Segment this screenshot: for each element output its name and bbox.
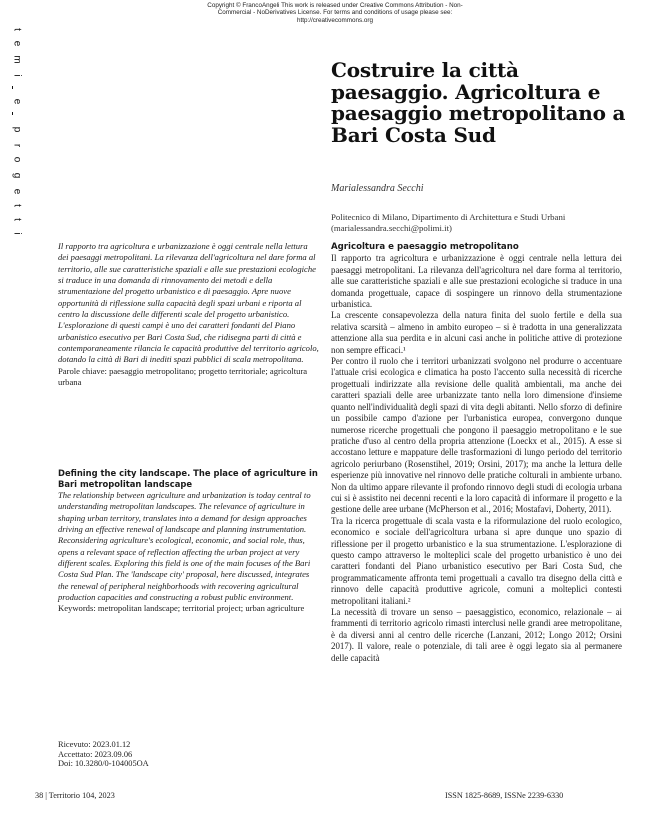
abstract-english-text: The relationship between agriculture and urbanization is today central to understanding metropolitan landscapes. The relevance of agriculture in shaping urban territory, translates into a demand for design approaches driving an effective renewal of landscape and planning instrumentation. Reconsidering agriculture's ecological, economic, and social role, thus, opens a relevant space of reflection affecting the urban project at very different scales. Exploring this field is one of the main focuses of the Bari Costa Sud Plan. The 'landscape city' proposal, here discussed, integrates the renewal of peripheral neighborhoods with recovering agricultural production capacities and constructing a robust public environment. (58, 490, 311, 603)
side-section-label (10, 24, 24, 238)
copyright-notice: Copyright © FrancoAngeli This work is released under Creative Commons Attribution - Non-Commercial - NoDerivatives License. For terms and conditions of usage please see: http://creativecommons.org (207, 2, 463, 24)
abstract-italian (58, 241, 320, 388)
abstract-english (58, 490, 320, 615)
received-date: Ricevuto: 2023.01.12 (58, 740, 131, 749)
side-letter: e (11, 40, 23, 47)
keywords-english: Keywords: metropolitan landscape; territorial project; urban agriculture (58, 603, 305, 614)
body-paragraph: Il rapporto tra agricoltura e urbanizzazione è oggi centrale nella lettura dei paesaggi metropolitani. La rilevanza dell'agricoltura nel dare forma al territorio, alle sue caratteristiche spaziali e alle sue prestazioni ecologiche si traduce in una domanda progettuale, capace di sospingere un rinnovo della strumentazione urbanistica. (331, 253, 622, 310)
side-letter: o (11, 156, 23, 163)
side-letter: i (11, 74, 23, 77)
author-affiliation: Politecnico di Milano, Dipartimento di Architettura e Studi Urbani (marialessandra.secchi@polimi.it) (331, 212, 566, 233)
side-letter: m (11, 55, 23, 64)
side-letter: e (11, 98, 23, 105)
side-letter: t (11, 204, 23, 207)
side-letter: r (11, 143, 23, 148)
body-paragraph: Per contro il ruolo che i territori urbanizzati svolgono nel produrre o accentuare l'attuale crisi ecologica e climatica ha posto l'accento sulla necessità di ricerche progettuali indirizzate alla revisione delle qualità ambientali, ma anche dei caratteri spaziali delle aree urbanizzate tanto nella loro dimensione d'insieme quanto nell'individualità degli spazi di vita degli abitanti. Nello sforzo di definire un possibile campo d'azione per l'urbanistica europea, convergono dunque numerose ricerche progettuali che pongono il paesaggio metropolitano e le sue pratiche d'uso al centro della propria attenzione (Loeckx et al., 2015). A esse si accostano letture e mappature delle trasformazioni di lungo periodo del territorio agricolo periurbano (Rosenstihel, 2019; Orsini, 2017); ma anche la lettura delle esperienze più innovative nel rinnovo delle pratiche colturali in ambiente urbano. Non da ultimo appare rilevante il profondo rinnovo degli studi di ecologia urbana cui si è assistito nei decenni recenti e la loro capacità di informare il progetto e la gestione delle aree urbane (McPherson et al., 2016; Mostafavi, Doherty, 2011). (331, 356, 622, 515)
main-text-column (331, 242, 622, 664)
side-letter: e (11, 188, 23, 195)
article-title: Costruire la città paesaggio. Agricoltura e paesaggio metropolitano a Bari Costa Sud (331, 58, 626, 147)
body-paragraph: Tra la ricerca progettuale di scala vasta e la riformulazione del ruolo ecologico, economico e sociale dell'agricoltura urbana si apre dunque uno spazio di riflessione per il progetto urbanistico e la sua strumentazione. L'esplorazione di questo campo attraverso le molteplici scale del progetto urbanistico è uno dei caratteri fondanti del Piano urbanistico esecutivo per Bari Costa Sud, che programmaticamente affronta temi progettuali a cavallo tra disegno della città e rinnovo delle capacità produttive agricole, comuni a molteplici contesti metropolitani italiani.² (331, 515, 622, 606)
side-letter: i (11, 232, 23, 235)
side-separator (12, 86, 13, 89)
body-paragraph: La crescente consapevolezza della natura finita del suolo fertile e della sua relativa scarsità – almeno in ambito europeo – si è tradotta in una generalizzata attenzione alla sua perdita e in alcuni casi anche in politiche attive di protezione non sempre efficaci.¹ (331, 310, 622, 355)
side-separator (12, 112, 13, 115)
side-letter: p (11, 126, 23, 133)
page-footer-left: 38 | Territorio 104, 2023 (35, 791, 115, 800)
side-letter: g (11, 172, 23, 179)
section-heading: Agricoltura e paesaggio metropolitano (331, 242, 519, 252)
abstract-italian-text: Il rapporto tra agricoltura e urbanizzazione è oggi centrale nella lettura dei paesaggi metropolitani. La rilevanza dell'agricoltura nel dare forma al territorio, alle sue caratteristiche spaziali e alle sue prestazioni ecologiche si traduce in una domanda di rinnovamento dei metodi e della strumentazione del progetto urbanistico e di paesaggio. Apre nuove opportunità di riflessione sulla capacità degli spazi urbani e riporta al centro la discussione delle differenti scale del progetto urbanistico. L'esplorazione di questi campi è uno dei caratteri fondanti del Piano urbanistico esecutivo per Bari Costa Sud, che ridisegna parti di città e contemporaneamente rilancia le capacità produttive del territorio agricolo, dotando la città di Bari di inediti spazi pubblici di scala metropolitana. (58, 241, 319, 365)
accepted-date: Accettato: 2023.09.06 (58, 749, 133, 759)
article-author: Marialessandra Secchi (331, 183, 424, 194)
article-metadata (58, 740, 149, 769)
keywords-italian: Parole chiave: paesaggio metropolitano; progetto territoriale; agricoltura urbana (58, 365, 308, 388)
side-letter: t (11, 218, 23, 221)
side-letter: t (11, 28, 23, 31)
page-footer-right: ISSN 1825-8689, ISSNe 2239-6330 (445, 791, 564, 800)
body-paragraph: La necessità di trovare un senso – paesaggistico, economico, relazionale – ai frammenti di territorio agricolo rimasti interclusi nelle grandi aree metropolitane, è da diversi anni al centro delle ricerche (Lanzani, 2012; Longo 2012; Orsini 2017). Il valore, reale o potenziale, di tali aree è oggi legato sia al permanere delle capacità (331, 607, 622, 663)
english-title: Defining the city landscape. The place of agriculture in Bari metropolitan landscape (58, 468, 318, 489)
doi: Doi: 10.3280/0-104005OA (58, 759, 149, 769)
